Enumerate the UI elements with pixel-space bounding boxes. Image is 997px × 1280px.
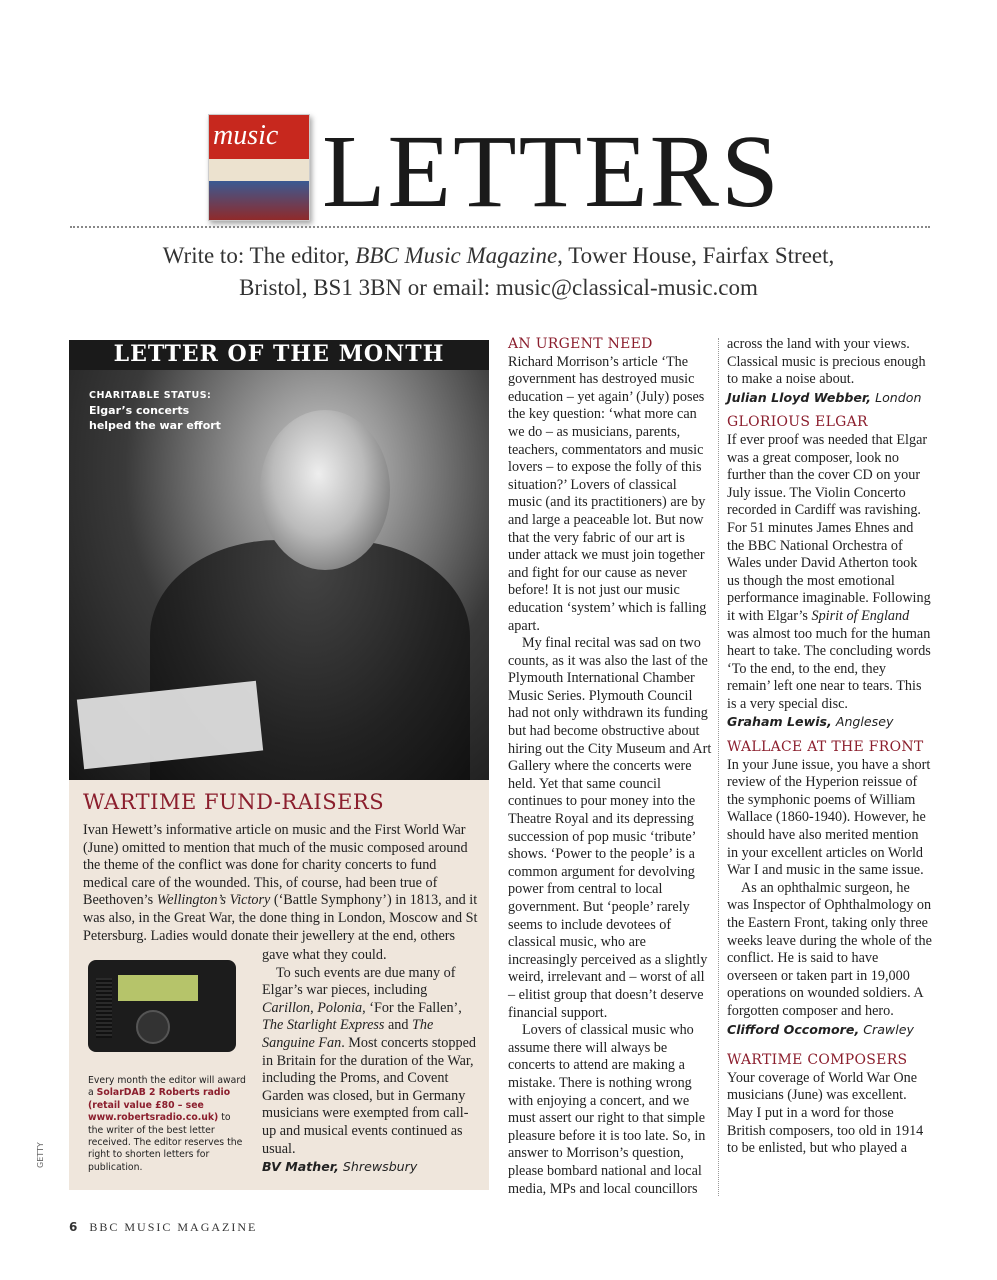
headline-wallace: WALLACE AT THE FRONT bbox=[727, 739, 924, 756]
letter-of-month-label: LETTER OF THE MONTH bbox=[113, 341, 445, 367]
letter-body-column: gave what they could. To such events are due many of Elgar’s war pieces, including Carillon, Polonia, ‘For the Fallen’, The Starlight Express and The Sanguine Fan. Most concerts stopped in Britain for the duration of the War, including the Proms, and Covent Garden was closed, but in Germany musicians were exempted from call-up and musical events continued as usual. BV Mather, Shrewsbury bbox=[262, 947, 480, 1176]
divider bbox=[70, 226, 930, 228]
cover-logo: music bbox=[209, 115, 309, 159]
page-number: 6 bbox=[69, 1220, 78, 1234]
radio-speaker bbox=[96, 978, 112, 1038]
column-divider bbox=[718, 338, 719, 1196]
column-right: across the land with your views. Classical music is precious enough to make a noise about. Julian Lloyd Webber, London GLORIOUS ELGAR If ever proof was needed that Elgar was a great composer, look no further than the cover CD on your July issue. The Violin Concerto recorded in Cardiff was ravishing. For 51 minutes James Ehnes and the BBC National Orchestra of Wales under David Atherton took us though the most emotional performance imaginable. Following it with Elgar’s Spirit of England was almost too much for the human heart to take. The concluding words ‘To the end, to the end, they remain’ left one near to tears. This is a very special disc. Graham Lewis, Anglesey WALLACE AT THE FRONT In your June issue, you have a short review of the Hyperion reissue of the symphonic poems of William Wallace (1860-1940). However, he should have also merited mention in your excellent articles on World War I and music in the same issue. As an ophthalmic surgeon, he was Inspector of Ophthalmology on the Eastern Front, taking only three weeks leave during the whole of the conflict. He is said to have overseen or taken part in 19,000 operations on wounded soldiers. A forgotten composer and hero. Clifford Occomore, Crawley WARTIME COMPOSERS Your coverage of World War One musicians (June) was excellent. May I put in a word for those British composers, too old in 1914 to be enlisted, but who played a bbox=[727, 336, 932, 1157]
magazine-name: BBC MUSIC MAGAZINE bbox=[89, 1220, 258, 1234]
magazine-cover-thumbnail bbox=[208, 114, 310, 221]
headline-wartime-composers: WARTIME COMPOSERS bbox=[727, 1052, 908, 1069]
page-title: LETTERS bbox=[322, 114, 781, 229]
signature-lewis: Graham Lewis, Anglesey bbox=[727, 714, 894, 730]
column-urgent-need: AN URGENT NEED Richard Morrison’s article ‘The government has destroyed music education – yet again’ (July) poses the key question: ‘what more can we do – as musicians, parents, teachers, commentators and music lovers – to expose the folly of this situation?’ Lovers of classical music (and its practitioners) are by and large a peaceable lot. But now that the very fabric of our art is under attack we must join together and fight for our cause as never before! It is not just our music education ‘system’ which is falling apart. My final recital was sad on two counts, as it was also the last of the Plymouth International Chamber Music Series. Plymouth Council had not only withdrawn its funding but had become obstructive about hiring out the City Museum and Art Gallery where the concerts were held. Yet that same council continues to pour money into the Theatre Royal and its depressing succession of pop music ‘tribute’ shows. ‘Power to the people’ is a common argument for devolving power from central to local government. But ‘people’ rarely seems to include devotees of classical music, who are increasingly perceived as a slightly weird, irrelevant and – worst of all – elitist group that doesn’t deserve financial support. Lovers of classical music who assume there will always be concerts to attend are making a mistake. There is nothing wrong with enjoying a concert, and we must assert our right to that simple pleasure before it is too late. So, in answer to Morrison’s question, please bombard national and local media, MPs and local councillors bbox=[508, 336, 712, 1197]
write-to-address: Write to: The editor, BBC Music Magazine, Tower House, Fairfax Street, Bristol, BS1 3BN or email: music@classical-music.com bbox=[162, 243, 835, 300]
photo-credit: GETTY bbox=[36, 1142, 45, 1168]
radio-knob bbox=[136, 1010, 170, 1044]
page-footer bbox=[69, 1220, 257, 1235]
radio-display bbox=[118, 975, 198, 1001]
headline-urgent-need: AN URGENT NEED bbox=[508, 336, 653, 352]
letter-body-top: Ivan Hewett’s informative article on music and the First World War (June) omitted to mention that much of the music composed around the theme of the conflict was done for charity concerts to fund medical care of the wounded. This, of course, had been true of Beethoven’s Wellington’s Victory (‘Battle Symphony’) in 1813, and it was also, in the Great War, the done thing in London, Moscow and St Petersburg. Ladies would donate their jewellery at the end, others bbox=[83, 822, 478, 944]
photo-figure-head bbox=[260, 410, 390, 570]
signature-lloyd-webber: Julian Lloyd Webber, London bbox=[727, 389, 922, 405]
signature-occomore: Clifford Occomore, Crawley bbox=[727, 1021, 914, 1037]
letter-headline: WARTIME FUND-RAISERS bbox=[83, 790, 385, 814]
photo-caption: CHARITABLE STATUS: Elgar’s concerts helped the war effort bbox=[89, 390, 221, 432]
headline-glorious-elgar: GLORIOUS ELGAR bbox=[727, 414, 868, 431]
prize-caption: Every month the editor will award a SolarDAB 2 Roberts radio (retail value £80 – see www.robertsradio.co.uk) to the writer of the best letter received. The editor reserves the right to shorten letters for publication. bbox=[88, 1075, 246, 1173]
letter-signature: BV Mather, Shrewsbury bbox=[262, 1159, 418, 1175]
